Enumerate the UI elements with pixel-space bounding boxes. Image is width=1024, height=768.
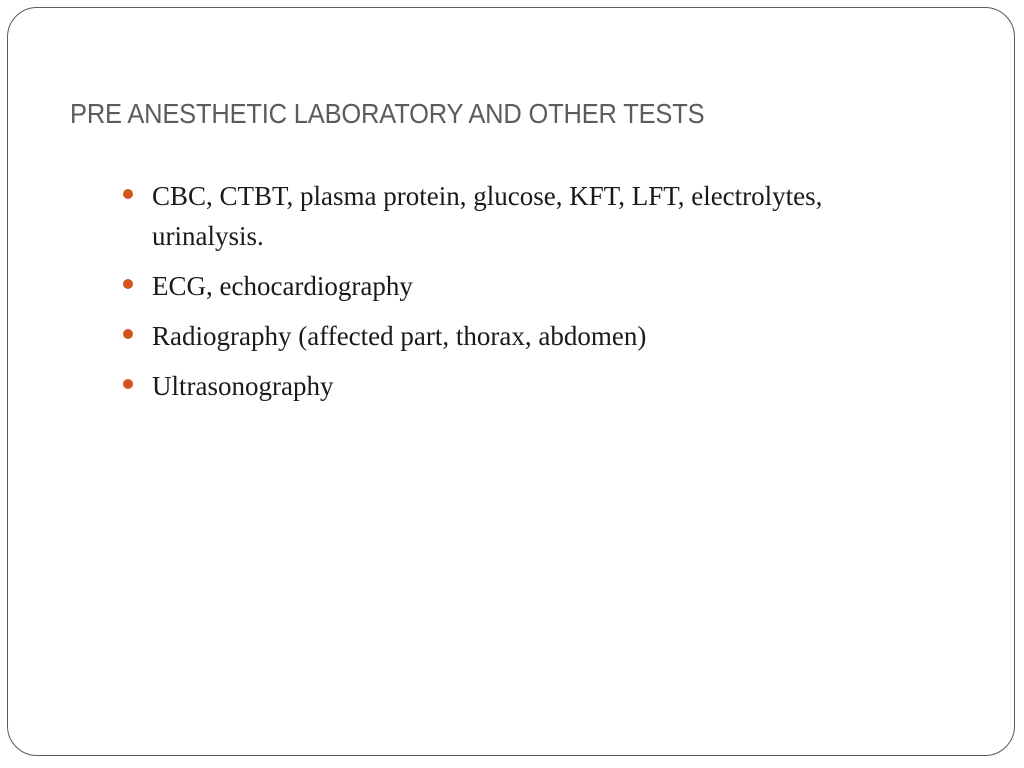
bullet-dot-icon: [123, 329, 133, 339]
bullet-text: ECG, echocardiography: [152, 271, 413, 301]
bullet-text: Radiography (affected part, thorax, abdomen): [152, 321, 647, 351]
bullet-text: Ultrasonography: [152, 371, 334, 401]
list-item: [120, 316, 940, 356]
slide-title: PRE ANESTHETIC LABORATORY AND OTHER TESTS: [70, 98, 705, 129]
bullet-dot-icon: [123, 279, 133, 289]
list-item: [120, 366, 940, 406]
bullet-dot-icon: [123, 379, 133, 389]
slide-frame: [7, 7, 1015, 756]
bullet-dot-icon: [123, 189, 133, 199]
list-item: [120, 176, 940, 256]
list-item: [120, 266, 940, 306]
bullet-list: [120, 176, 940, 416]
bullet-text: CBC, CTBT, plasma protein, glucose, KFT, LFT, electrolytes, urinalysis.: [152, 181, 823, 251]
